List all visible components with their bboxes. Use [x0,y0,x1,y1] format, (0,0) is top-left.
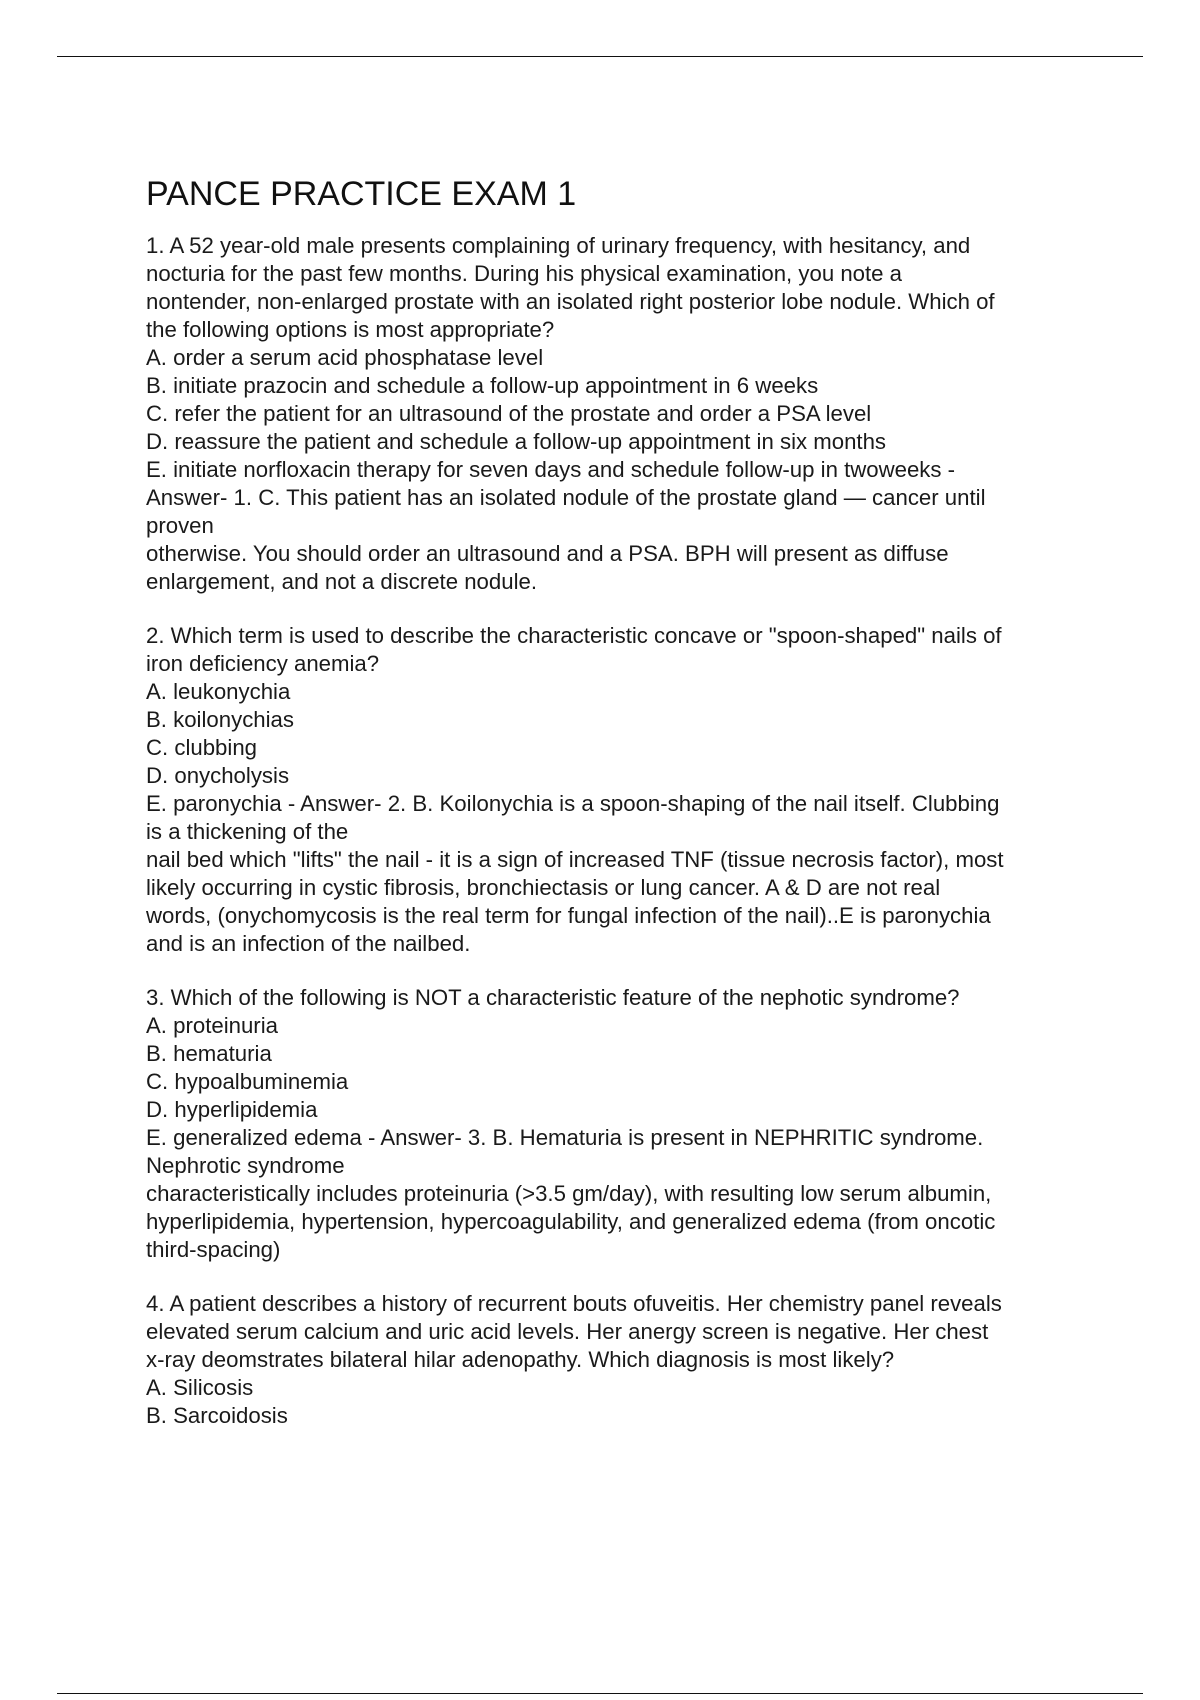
text-line: nocturia for the past few months. During his physical examination, you note a [146,261,903,286]
text-line: B. Sarcoidosis [146,1403,288,1428]
page-title: PANCE PRACTICE EXAM 1 [146,175,577,213]
text-line: nail bed which "lifts" the nail - it is a sign of increased TNF (tissue necrosis factor), most [146,847,1004,872]
text-line: hyperlipidemia, hypertension, hypercoagulability, and generalized edema (from oncotic [146,1209,996,1234]
top-rule [57,56,1143,57]
bottom-rule [57,1693,1143,1694]
text-line: E. initiate norfloxacin therapy for seven days and schedule follow-up in twoweeks - [146,457,956,482]
text-line: enlargement, and not a discrete nodule. [146,569,538,594]
question-block [146,984,1096,1264]
text-line: 2. Which term is used to describe the characteristic concave or "spoon-shaped" nails of [146,623,1002,648]
text-line: C. clubbing [146,735,258,760]
text-line: words, (onychomycosis is the real term for fungal infection of the nail)..E is paronychia [146,903,991,928]
text-line: B. koilonychias [146,707,294,732]
text-line: characteristically includes proteinuria (>3.5 gm/day), with resulting low serum albumin, [146,1181,992,1206]
text-line: B. initiate prazocin and schedule a follow-up appointment in 6 weeks [146,373,819,398]
text-line: 4. A patient describes a history of recurrent bouts ofuveitis. Her chemistry panel reveals [146,1291,1002,1316]
text-line: x-ray deomstrates bilateral hilar adenopathy. Which diagnosis is most likely? [146,1347,895,1372]
text-line: A. Silicosis [146,1375,254,1400]
question-list [146,232,1096,1430]
text-line: elevated serum calcium and uric acid levels. Her anergy screen is negative. Her chest [146,1319,989,1344]
text-line: Answer- 1. C. This patient has an isolated nodule of the prostate gland — cancer until [146,485,986,510]
text-line: E. paronychia - Answer- 2. B. Koilonychia is a spoon-shaping of the nail itself. Clubbing [146,791,1000,816]
text-line: 1. A 52 year-old male presents complaining of urinary frequency, with hesitancy, and [146,233,971,258]
text-line: otherwise. You should order an ultrasound and a PSA. BPH will present as diffuse [146,541,949,566]
text-line: nontender, non-enlarged prostate with an isolated right posterior lobe nodule. Which of [146,289,995,314]
text-line: is a thickening of the [146,819,349,844]
text-line: C. hypoalbuminemia [146,1069,349,1094]
question-block [146,1290,1096,1430]
question-block [146,622,1096,958]
text-line: A. leukonychia [146,679,291,704]
text-line: D. onycholysis [146,763,290,788]
text-line: iron deficiency anemia? [146,651,380,676]
text-line: E. generalized edema - Answer- 3. B. Hematuria is present in NEPHRITIC syndrome. [146,1125,984,1150]
text-line: and is an infection of the nailbed. [146,931,471,956]
text-line: the following options is most appropriate? [146,317,555,342]
text-line: third-spacing) [146,1237,281,1262]
text-line: C. refer the patient for an ultrasound of the prostate and order a PSA level [146,401,872,426]
document-body [146,170,1096,1456]
text-line: A. order a serum acid phosphatase level [146,345,544,370]
text-line: B. hematuria [146,1041,272,1066]
text-line: Nephrotic syndrome [146,1153,345,1178]
text-line: likely occurring in cystic fibrosis, bronchiectasis or lung cancer. A & D are not real [146,875,941,900]
text-line: 3. Which of the following is NOT a characteristic feature of the nephotic syndrome? [146,985,960,1010]
text-line: A. proteinuria [146,1013,278,1038]
text-line: proven [146,513,214,538]
text-line: D. hyperlipidemia [146,1097,318,1122]
text-line: D. reassure the patient and schedule a follow-up appointment in six months [146,429,887,454]
question-block [146,232,1096,596]
